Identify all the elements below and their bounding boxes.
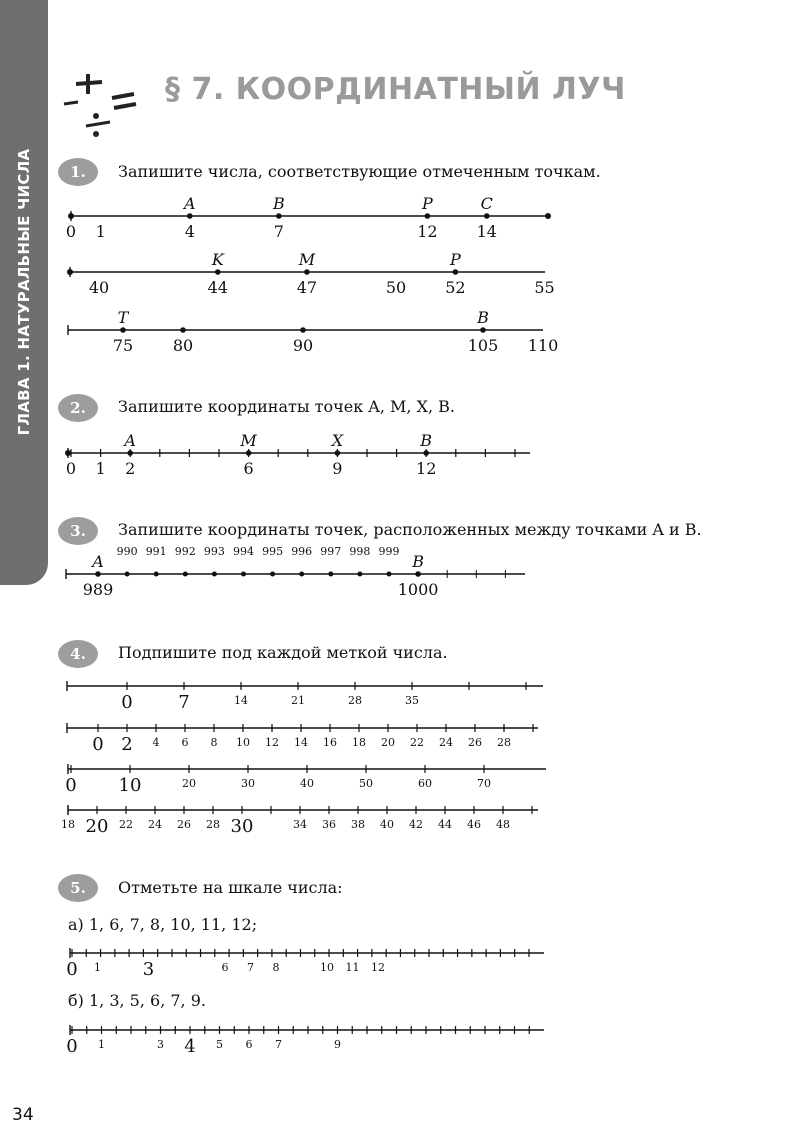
tick-label: 0 (65, 222, 77, 241)
tick-label: 16 (323, 736, 337, 749)
tick-label: 28 (497, 736, 511, 749)
tick-label: 22 (410, 736, 424, 749)
tick-label: 50 (359, 777, 373, 790)
point-M (304, 269, 310, 275)
top-label: 994 (233, 545, 254, 558)
tick-label: 14 (294, 736, 308, 749)
tick-label: 42 (409, 818, 423, 831)
tick-label: 12 (417, 222, 438, 241)
tick-label: 0 (65, 459, 77, 478)
point-T (120, 327, 126, 333)
point-K (215, 269, 221, 275)
point-A (127, 450, 133, 456)
point-dot (299, 572, 304, 577)
tick-label: 40 (88, 278, 110, 297)
tick-label: 0 (66, 1036, 78, 1057)
point-letter-M: M (240, 431, 257, 450)
task-badge-2: 2. (58, 394, 98, 422)
tick-label: 2 (125, 459, 136, 478)
task-3-text: Запишите координаты точек, расположенных между точками A и B. (118, 520, 702, 539)
task-5-text: Отметьте на шкале числа: (118, 878, 343, 897)
tick-label: 110 (527, 336, 559, 355)
chapter-title: ГЛАВА 1. НАТУРАЛЬНЫЕ ЧИСЛА (15, 148, 33, 436)
tick-label: 20 (381, 736, 395, 749)
tick-label: 30 (230, 816, 254, 837)
top-label: 997 (320, 545, 342, 558)
tick-label: 8 (210, 736, 218, 749)
tick-label: 4 (184, 1036, 196, 1057)
tick-label: 1000 (397, 580, 439, 599)
point-letter-P: P (422, 194, 433, 213)
tick-label: 1 (94, 961, 101, 974)
point-letter-P: P (450, 250, 461, 269)
tick-label: 35 (405, 694, 419, 707)
tick-label: 10 (236, 736, 250, 749)
point-B (480, 327, 486, 333)
tick-label: 21 (291, 694, 305, 707)
tick-label: 34 (293, 818, 307, 831)
top-label: 991 (145, 545, 167, 558)
task-5a-text: а) 1, 6, 7, 8, 10, 11, 12; (68, 915, 258, 934)
tick-label: 30 (241, 777, 255, 790)
section-title: § 7. КООРДИНАТНЫЙ ЛУЧ (165, 72, 626, 107)
point-letter-A: A (124, 431, 136, 450)
tick-label: 14 (234, 694, 248, 707)
tick-label: 989 (82, 580, 114, 599)
tick-label: 46 (467, 818, 481, 831)
tick-label: 14 (476, 222, 497, 241)
point-X (335, 450, 341, 456)
tick-label: 20 (182, 777, 196, 790)
tick-label: 55 (534, 278, 555, 297)
tick-label: 26 (468, 736, 482, 749)
tick-label: 47 (296, 278, 318, 297)
tick-label: 44 (438, 818, 452, 831)
origin-dot (65, 450, 71, 456)
task-badge-5: 5. (58, 874, 98, 902)
tick-label: 20 (85, 816, 109, 837)
tick-label: 90 (292, 336, 314, 355)
tick-label: 24 (439, 736, 453, 749)
tick-label: 11 (345, 961, 360, 974)
task-1-text: Запишите числа, соответствующие отмеченным точкам. (118, 162, 601, 181)
task-badge-3: 3. (58, 517, 98, 545)
tick-label: 5 (216, 1038, 223, 1051)
top-label: 990 (116, 545, 138, 558)
tick-label: 10 (320, 961, 334, 974)
point-letter-A: A (184, 194, 196, 213)
tick-label: 7 (273, 222, 284, 241)
point-letter-B: B (420, 431, 433, 450)
tick-label: 3 (157, 1038, 164, 1051)
origin-dot (67, 269, 73, 275)
top-label: 993 (203, 545, 225, 558)
tick-label: 1 (95, 222, 106, 241)
tick-label: 60 (418, 777, 432, 790)
point-letter-B: B (412, 552, 424, 571)
tick-label: 36 (322, 818, 336, 831)
tick-label: 9 (332, 459, 343, 478)
tick-label: 7 (247, 961, 254, 974)
point-letter-B: B (477, 308, 489, 327)
tick-label: 4 (152, 736, 160, 749)
tick-label: 105 (467, 336, 499, 355)
tick-label: 40 (300, 777, 314, 790)
top-label: 995 (262, 545, 284, 558)
tick-label: 6 (243, 459, 254, 478)
origin-dot (68, 213, 74, 219)
point-C (484, 213, 490, 219)
tick-label: 9 (334, 1038, 341, 1051)
point-B (276, 213, 282, 219)
tick-label: 7 (178, 692, 190, 713)
tick-label: 12 (371, 961, 385, 974)
task-5b-text: б) 1, 3, 5, 6, 7, 9. (68, 991, 206, 1010)
tick-label: 12 (416, 459, 437, 478)
end-dot (545, 213, 551, 219)
point-M (246, 450, 252, 456)
point-dot (300, 327, 306, 333)
tick-label: 4 (184, 222, 195, 241)
page-number: 34 (12, 1105, 34, 1125)
task-2-text: Запишите координаты точек A, M, X, B. (118, 397, 455, 416)
task-4-text: Подпишите под каждой меткой числа. (118, 643, 448, 662)
tick-label: 0 (121, 692, 133, 713)
tick-label: 70 (477, 777, 491, 790)
point-letter-T: T (117, 308, 129, 327)
point-dot (183, 572, 188, 577)
point-letter-C: C (480, 194, 493, 213)
point-dot (387, 572, 392, 577)
tick-label: 1 (95, 459, 106, 478)
tick-label: 8 (272, 961, 280, 974)
tick-label: 50 (385, 278, 407, 297)
tick-label: 80 (172, 336, 194, 355)
tick-label: 6 (245, 1038, 253, 1051)
tick-label: 7 (275, 1038, 282, 1051)
top-label: 996 (291, 545, 313, 558)
top-label: 992 (174, 545, 196, 558)
point-A (187, 213, 193, 219)
tick-label: 48 (496, 818, 510, 831)
tick-label: 1 (98, 1038, 105, 1051)
tick-label: 12 (265, 736, 279, 749)
point-letter-M: M (298, 250, 316, 269)
tick-label: 44 (207, 278, 228, 297)
point-B (415, 571, 421, 577)
tick-label: 26 (177, 818, 191, 831)
tick-label: 75 (112, 336, 134, 355)
tick-label: 24 (148, 818, 162, 831)
tick-label: 6 (181, 736, 189, 749)
point-P (425, 213, 431, 219)
tick-label: 38 (351, 818, 365, 831)
tick-label: 18 (61, 818, 75, 831)
point-letter-A: A (92, 552, 104, 571)
point-dot (125, 572, 130, 577)
top-label: 999 (378, 545, 400, 558)
tick-label: 52 (445, 278, 466, 297)
tick-label: 2 (121, 734, 133, 755)
tick-label: 28 (348, 694, 362, 707)
tick-label: 40 (380, 818, 394, 831)
point-P (453, 269, 459, 275)
point-dot (270, 572, 275, 577)
point-dot (241, 572, 246, 577)
point-letter-X: X (331, 431, 344, 450)
tick-label: 0 (66, 959, 78, 980)
point-A (95, 571, 101, 577)
tick-label: 3 (142, 959, 155, 980)
tick-label: 0 (65, 775, 77, 796)
tick-label: 10 (118, 775, 142, 796)
point-dot (357, 572, 362, 577)
tick-label: 22 (119, 818, 133, 831)
point-dot (180, 327, 186, 333)
point-B (423, 450, 429, 456)
tick-label: 0 (92, 734, 104, 755)
point-dot (328, 572, 333, 577)
tick-label: 6 (221, 961, 229, 974)
point-dot (154, 572, 159, 577)
tick-label: 18 (352, 736, 366, 749)
point-letter-K: K (211, 250, 224, 269)
point-dot (212, 572, 217, 577)
tick-label: 28 (206, 818, 220, 831)
task-badge-4: 4. (58, 640, 98, 668)
task-badge-1: 1. (58, 158, 98, 186)
top-label: 998 (349, 545, 371, 558)
point-letter-B: B (273, 194, 285, 213)
